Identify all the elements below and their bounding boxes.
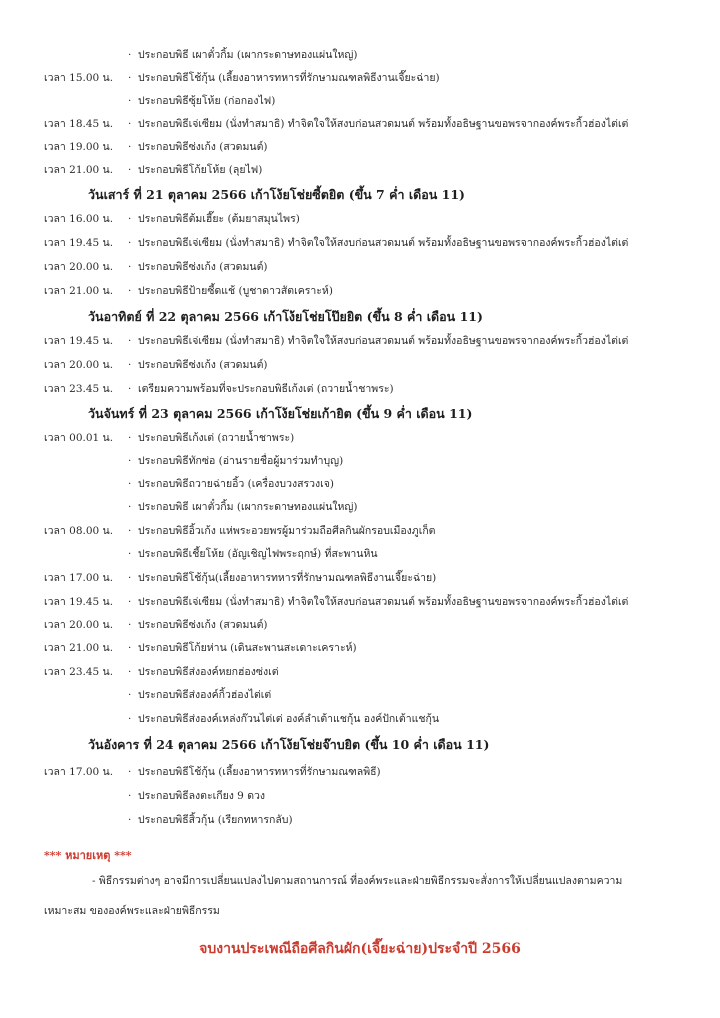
bullet-dot: · — [128, 548, 132, 560]
row-text: ประกอบพิธีซ่งเก้ง (สวดมนต์) — [138, 619, 268, 631]
row-text: ประกอบพิธีอิ้วเก้ง แห่พระอวยพรผู้มาร่วมถือศีลกินผักรอบเมืองภูเก็ต — [138, 525, 436, 537]
day-heading: วันจันทร์ ที่ 23 ตุลาคม 2566 เก้าโง้ยโช่ยเก้ายิต (ขึ้น 9 ค่ำ เดือน 11) — [88, 406, 473, 421]
row-text: ประกอบพิธีโช้กุ้น(เลี้ยงอาหารทหารที่รักษามณฑลพิธีงานเจี๊ยะฉ่าย) — [138, 572, 437, 584]
row-time: เวลา 20.00 น. — [44, 359, 114, 371]
schedule-row — [0, 113, 720, 135]
row-text: ประกอบพิธีส่งองค์หยกฮ่องซ่งเต่ — [138, 666, 279, 678]
bullet-dot: · — [128, 261, 132, 273]
bullet-dot: · — [128, 335, 132, 347]
row-text: ประกอบพิธีเจ่เซียม (นั่งทำสมาธิ) ทำจิตใจให้สงบก่อนสวดมนต์ พร้อมทั้งอธิษฐานขอพรจากองค์พระกิ้วฮ่องไต่เต่ — [138, 335, 629, 347]
note-title: *** หมายเหตุ *** — [44, 849, 132, 862]
schedule-row — [0, 159, 720, 181]
row-time: เวลา 00.01 น. — [44, 432, 114, 444]
bullet-dot: · — [128, 596, 132, 608]
row-text: ประกอบพิธี เผาตั๋วกิ้ม (เผากระดาษทองแผ่นใหญ่) — [138, 501, 358, 513]
row-time: เวลา 19.45 น. — [44, 596, 114, 608]
bullet-dot: · — [128, 713, 132, 725]
bullet-dot: · — [128, 49, 132, 61]
bullet-dot: · — [128, 642, 132, 654]
schedule-row — [0, 427, 720, 449]
row-text: ประกอบพิธีสิ้วกุ้น (เรียกทหารกลับ) — [138, 814, 293, 826]
schedule-row — [0, 136, 720, 158]
row-time: เวลา 18.45 น. — [44, 118, 114, 130]
bullet-dot: · — [128, 455, 132, 467]
bullet-dot: · — [128, 790, 132, 802]
bullet-dot: · — [128, 432, 132, 444]
schedule-row — [0, 473, 720, 495]
row-text: ประกอบพิธีเชี้ยโห้ย (อัญเชิญไฟพระฤกษ์) ที่สะพานหิน — [138, 548, 378, 560]
row-time: เวลา 15.00 น. — [44, 72, 114, 84]
day-heading: วันอังคาร ที่ 24 ตุลาคม 2566 เก้าโง้ยโช่ยจ๊าบยิต (ขึ้น 10 ค่ำ เดือน 11) — [88, 737, 490, 752]
row-time: เวลา 19.00 น. — [44, 141, 114, 153]
row-time: เวลา 21.00 น. — [44, 642, 114, 654]
bullet-dot: · — [128, 689, 132, 701]
schedule-row — [0, 280, 720, 302]
schedule-row — [0, 785, 720, 807]
row-text: ประกอบพิธีซุ้ยโห้ย (ก่อกองไฟ) — [138, 95, 276, 107]
schedule-row — [0, 591, 720, 613]
bullet-dot: · — [128, 95, 132, 107]
row-text: ประกอบพิธีทักซ่อ (อ่านรายชื่อผู้มาร่วมทำบุญ) — [138, 455, 344, 467]
schedule-row — [0, 330, 720, 352]
row-time: เวลา 19.45 น. — [44, 335, 114, 347]
row-text: ประกอบพิธีเจ่เซียม (นั่งทำสมาธิ) ทำจิตใจให้สงบก่อนสวดมนต์ พร้อมทั้งอธิษฐานขอพรจากองค์พระกิ้วฮ่องไต่เต่ — [138, 237, 629, 249]
bullet-dot: · — [128, 72, 132, 84]
bullet-dot: · — [128, 619, 132, 631]
schedule-row — [0, 208, 720, 230]
row-time: เวลา 20.00 น. — [44, 261, 114, 273]
schedule-row — [0, 637, 720, 659]
bullet-dot: · — [128, 525, 132, 537]
row-text: ประกอบพิธีส่งองค์กิ้วฮ่องไต่เต่ — [138, 689, 272, 701]
schedule-row — [0, 567, 720, 589]
schedule-row — [0, 708, 720, 730]
schedule-row — [0, 543, 720, 565]
row-text: ประกอบพิธีโก้ยห่าน (เดินสะพานสะเดาะเคราะห์) — [138, 642, 357, 654]
bullet-dot: · — [128, 383, 132, 395]
row-text: ประกอบพิธีเจ่เซียม (นั่งทำสมาธิ) ทำจิตใจให้สงบก่อนสวดมนต์ พร้อมทั้งอธิษฐานขอพรจากองค์พระกิ้วฮ่องไต่เต่ — [138, 118, 629, 130]
schedule-row — [0, 761, 720, 783]
closing-title: จบงานประเพณีถือศีลกินผัก(เจี๊ยะฉ่าย)ประจำปี 2566 — [199, 941, 521, 957]
row-text: ประกอบพิธีลงตะเกียง 9 ดวง — [138, 790, 266, 802]
row-time: เวลา 17.00 น. — [44, 766, 114, 778]
row-time: เวลา 21.00 น. — [44, 164, 114, 176]
bullet-dot: · — [128, 572, 132, 584]
bullet-dot: · — [128, 213, 132, 225]
bullet-dot: · — [128, 766, 132, 778]
row-text: ประกอบพิธีโช้กุ้น (เลี้ยงอาหารทหารที่รักษามณฑลพิธีงานเจี๊ยะฉ่าย) — [138, 72, 440, 84]
row-text: ประกอบพิธีเจ่เซียม (นั่งทำสมาธิ) ทำจิตใจให้สงบก่อนสวดมนต์ พร้อมทั้งอธิษฐานขอพรจากองค์พระกิ้วฮ่องไต่เต่ — [138, 596, 629, 608]
schedule-row — [0, 354, 720, 376]
bullet-dot: · — [128, 666, 132, 678]
schedule-row — [0, 661, 720, 683]
row-time: เวลา 08.00 น. — [44, 525, 114, 537]
row-text: ประกอบพิธีซ่งเก้ง (สวดมนต์) — [138, 141, 268, 153]
row-time: เวลา 23.45 น. — [44, 666, 114, 678]
row-time: เวลา 21.00 น. — [44, 285, 114, 297]
row-time: เวลา 16.00 น. — [44, 213, 114, 225]
bullet-dot: · — [128, 814, 132, 826]
row-time: เวลา 20.00 น. — [44, 619, 114, 631]
schedule-row — [0, 520, 720, 542]
bullet-dot: · — [128, 237, 132, 249]
bullet-dot: · — [128, 501, 132, 513]
schedule-row — [0, 809, 720, 831]
row-time: เวลา 23.45 น. — [44, 383, 114, 395]
schedule-row — [0, 496, 720, 518]
row-text: ประกอบพิธีป้ายซี้ดแช้ (บูชาดาวสัตเคราะห์) — [138, 285, 333, 297]
schedule-row — [0, 684, 720, 706]
row-text: ประกอบพิธีโก้ยโห้ย (ลุยไฟ) — [138, 164, 263, 176]
row-text: ประกอบพิธี เผาตั๋วกิ้ม (เผากระดาษทองแผ่นใหญ่) — [138, 49, 358, 61]
schedule-row — [0, 232, 720, 254]
row-text: ประกอบพิธีซ่งเก้ง (สวดมนต์) — [138, 261, 268, 273]
schedule-row — [0, 90, 720, 112]
row-time: เวลา 19.45 น. — [44, 237, 114, 249]
schedule-row — [0, 614, 720, 636]
row-text: ประกอบพิธีโช้กุ้น (เลี้ยงอาหารทหารที่รักษามณฑลพิธี) — [138, 766, 381, 778]
bullet-dot: · — [128, 141, 132, 153]
bullet-dot: · — [128, 359, 132, 371]
bullet-dot: · — [128, 478, 132, 490]
bullet-dot: · — [128, 118, 132, 130]
row-text: เตรียมความพร้อมที่จะประกอบพิธีเก้งเต่ (ถวายน้ำชาพระ) — [138, 383, 394, 395]
row-text: ประกอบพิธีซ่งเก้ง (สวดมนต์) — [138, 359, 268, 371]
row-text: ประกอบพิธีเก้งเต่ (ถวายน้ำชาพระ) — [138, 432, 295, 444]
note-line: - พิธีกรรมต่างๆ อาจมีการเปลี่ยนแปลงไปตามสถานการณ์ ที่องค์พระและฝ่ายพิธีกรรมจะสั่งการให้เปลี่ยนแปลงตามความ — [92, 875, 623, 887]
row-text: ประกอบพิธีต้มเฮี๊ยะ (ต้มยาสมุนไพร) — [138, 213, 300, 225]
row-time: เวลา 17.00 น. — [44, 572, 114, 584]
schedule-row — [0, 256, 720, 278]
bullet-dot: · — [128, 285, 132, 297]
bullet-dot: · — [128, 164, 132, 176]
row-text: ประกอบพิธีส่งองค์เหล่งก๊วนไต่เต่ องค์ลำเต้าแชกุ้น องค์ปักเต้าแชกุ้น — [138, 713, 440, 725]
schedule-row — [0, 67, 720, 89]
schedule-row — [0, 44, 720, 66]
day-heading: วันอาทิตย์ ที่ 22 ตุลาคม 2566 เก้าโง้ยโช่ยโป๊ยยิต (ขึ้น 8 ค่ำ เดือน 11) — [88, 309, 483, 324]
schedule-row — [0, 378, 720, 400]
note-line: เหมาะสม ขององค์พระและฝ่ายพิธีกรรม — [44, 905, 220, 917]
day-heading: วันเสาร์ ที่ 21 ตุลาคม 2566 เก้าโง้ยโช่ยซี้ตยิต (ขึ้น 7 ค่ำ เดือน 11) — [88, 187, 465, 202]
schedule-row — [0, 450, 720, 472]
row-text: ประกอบพิธีถวายฉ่ายอิ้ว (เครื่องบวงสรวงเจ) — [138, 478, 335, 490]
